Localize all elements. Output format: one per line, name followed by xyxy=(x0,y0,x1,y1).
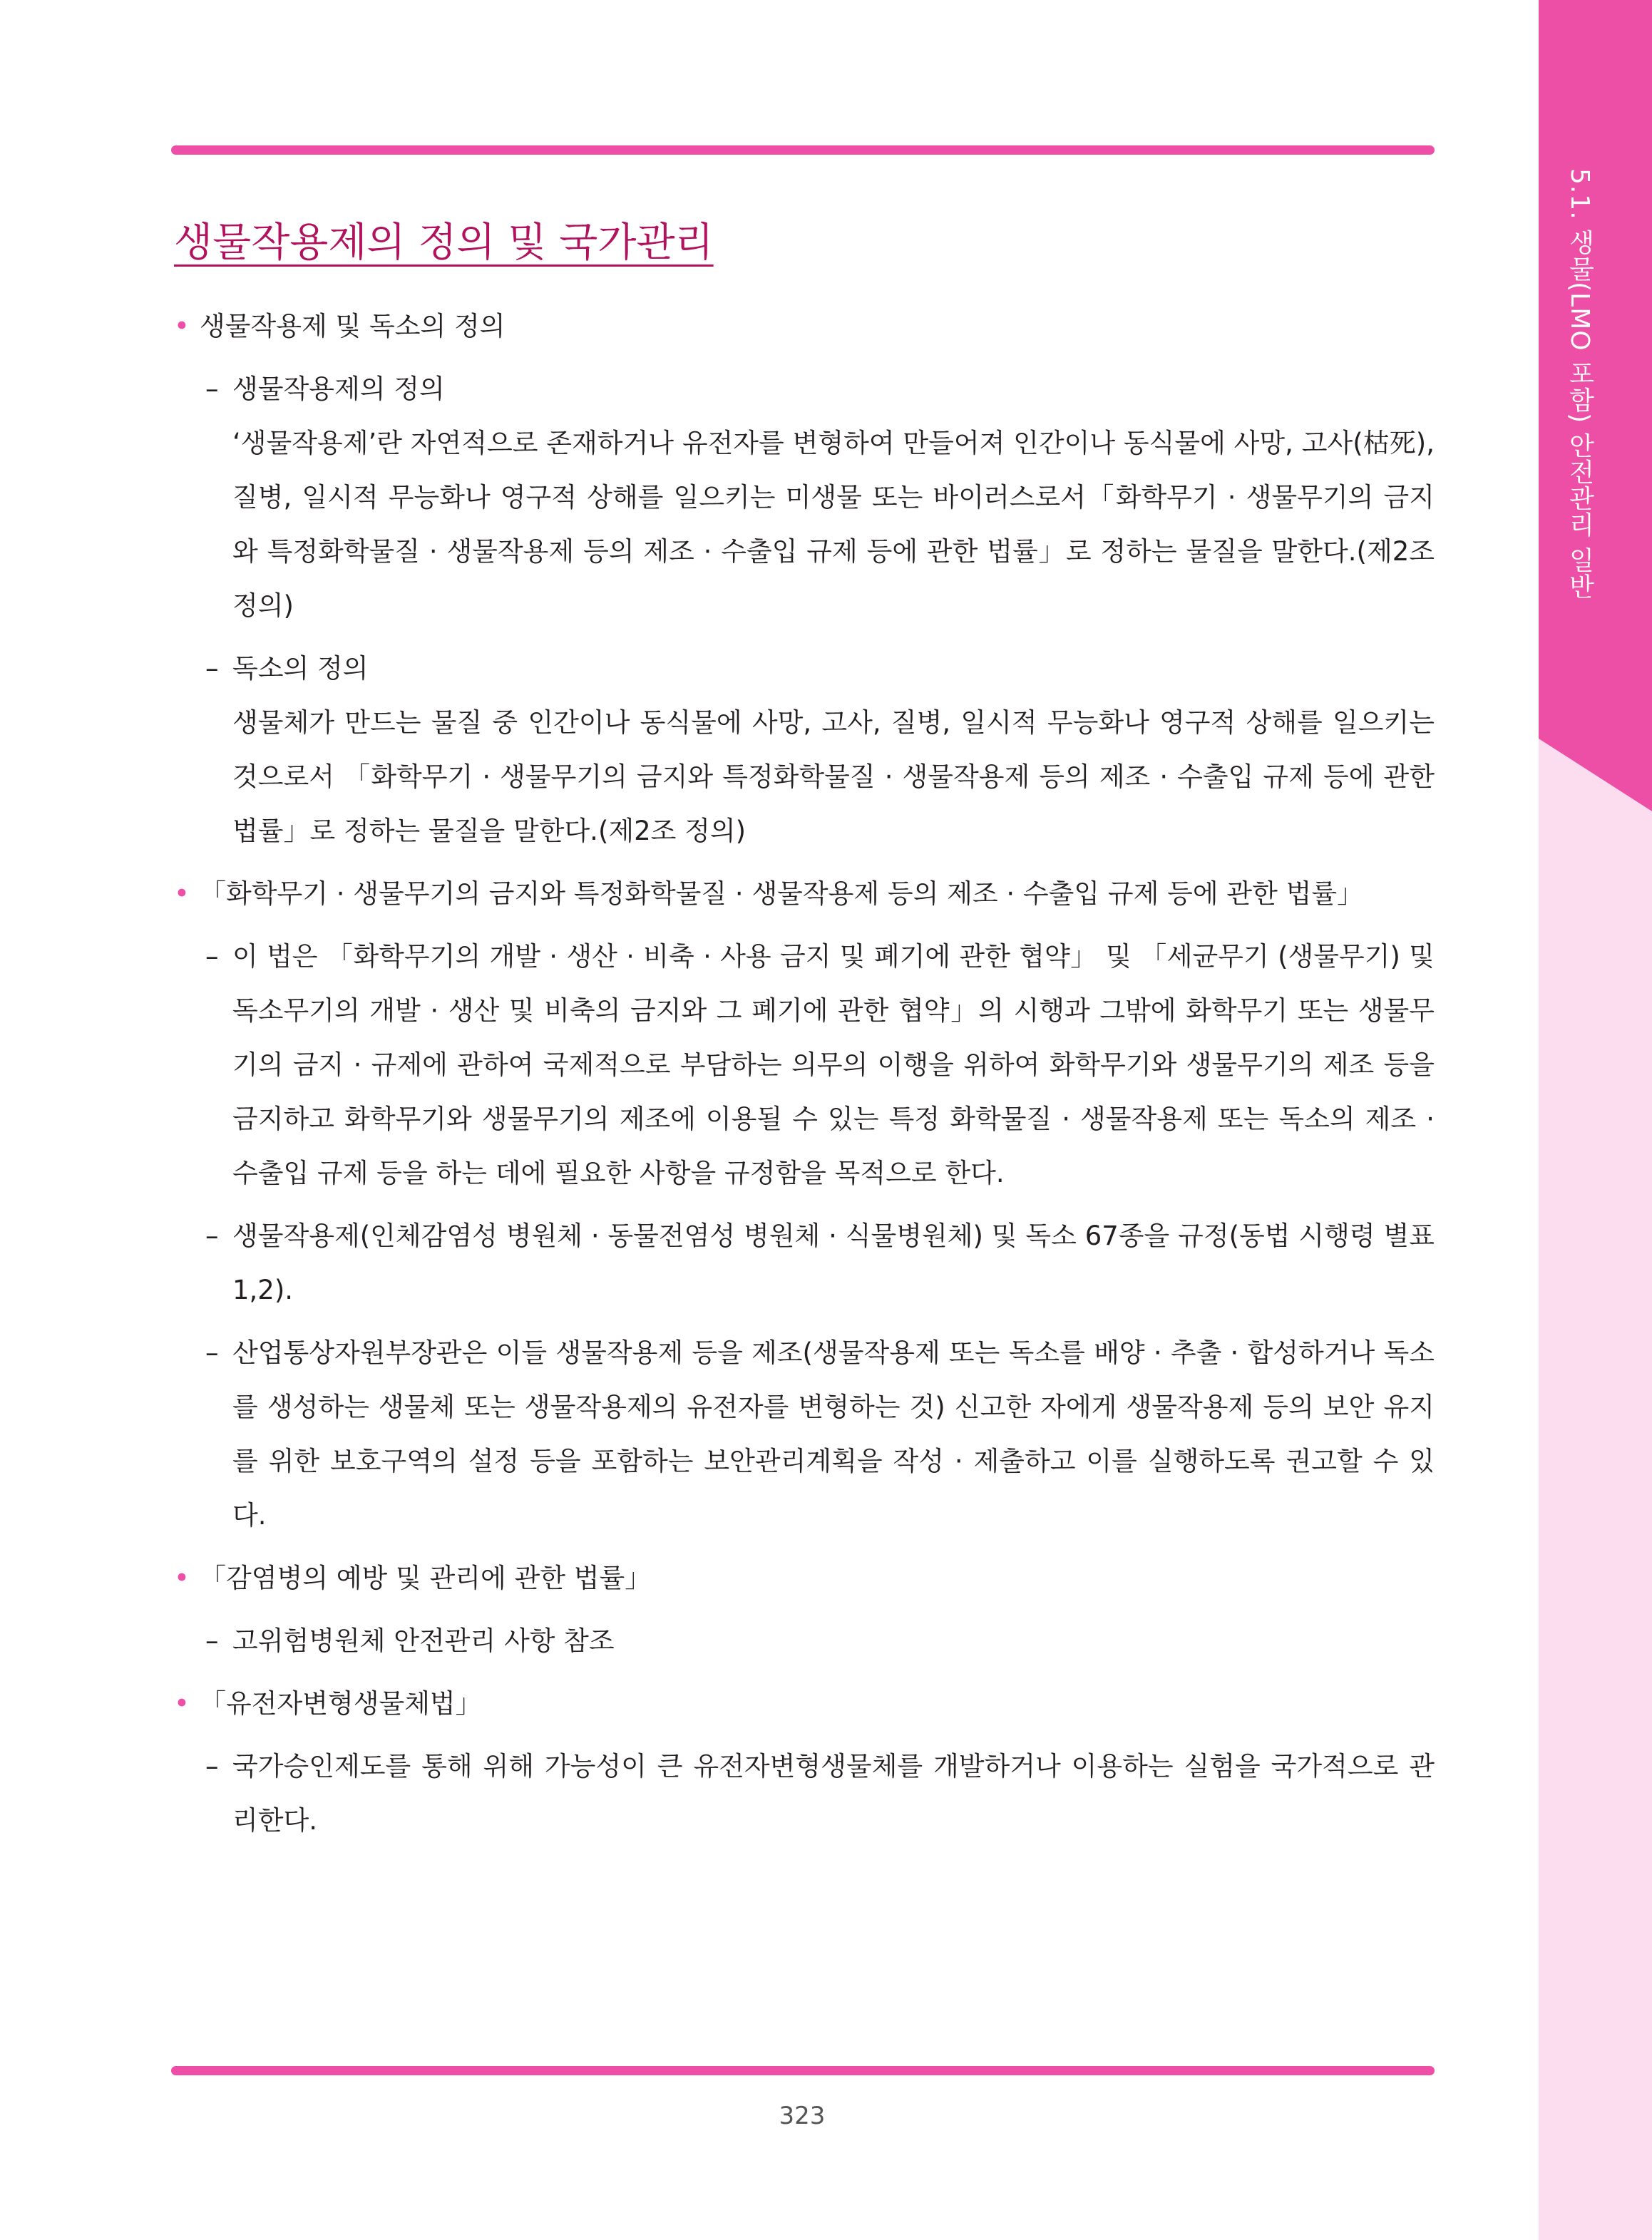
bottom-divider xyxy=(171,2066,1435,2075)
page-number: 323 xyxy=(779,2102,826,2130)
dash-text: 고위험병원체 안전관리 사항 참조 xyxy=(232,1625,615,1656)
dash-item xyxy=(165,1326,1435,1543)
bullet-heading: 「유전자변형생물체법」 xyxy=(200,1688,482,1719)
dash-item xyxy=(165,930,1435,1201)
bullet-item xyxy=(165,1677,1435,1731)
dash-item xyxy=(165,642,1435,696)
dash-text: 이 법은 「화학무기의 개발 · 생산 · 비축 · 사용 금지 및 폐기에 관한 협약」 및 「세균무기 (생물무기) 및 독소무기의 개발 · 생산 및 비축의 금지와 그 폐기에 관한 협약」의 시행과 그밖에 화학무기 또는 생물무기의 금지 · 규제에 관하여 국제적으로 부담하는 의무의 이행을 위하여 화학무기와 생물무기의 제조 등을 금지하고 화학무기와 생물무기의 제조에 이용될 수 있는 특정 화학물질 · 생물작용제 또는 독소의 제조 · 수출입 규제 등을 하는 데에 필요한 사항을 규정함을 목적으로 한다. xyxy=(232,941,1435,1188)
bullet-heading: 「감염병의 예방 및 관리에 관한 법률」 xyxy=(200,1563,652,1593)
dash-item xyxy=(165,1740,1435,1848)
bullet-item xyxy=(165,299,1435,354)
dash-heading: 독소의 정의 xyxy=(232,653,369,684)
dash-text: 생물작용제(인체감염성 병원체 · 동물전염성 병원체 · 식물병원체) 및 독소 67종을 규정(동법 시행령 별표 1,2). xyxy=(232,1221,1435,1305)
bullet-heading: 생물작용제 및 독소의 정의 xyxy=(200,311,506,341)
dash-item xyxy=(165,1614,1435,1668)
definition-paragraph: ‘생물작용제’란 자연적으로 존재하거나 유전자를 변형하여 만들어져 인간이나 동식물에 사망, 고사(枯死), 질병, 일시적 무능화나 영구적 상해를 일으키는 미생물 또는 바이러스로서「화학무기 · 생물무기의 금지와 특정화학물질 · 생물작용제 등의 제조 · 수출입 규제 등에 관한 법률」로 정하는 물질을 말한다.(제2조 정의) xyxy=(232,428,1435,621)
dash-icon: – xyxy=(205,374,219,404)
dash-icon: – xyxy=(205,1221,219,1251)
bullet-item xyxy=(165,867,1435,921)
dash-icon: – xyxy=(205,941,219,972)
dash-text: 산업통상자원부장관은 이들 생물작용제 등을 제조(생물작용제 또는 독소를 배양 · 추출 · 합성하거나 독소를 생성하는 생물체 또는 생물작용제의 유전자를 변형하는 것) 신고한 자에게 생물작용제 등의 보안 유지를 위한 보호구역의 설정 등을 포함하는 보안관리계획을 작성 · 제출하고 이를 실행하도록 권고할 수 있다. xyxy=(232,1337,1435,1531)
bullet-icon: • xyxy=(174,311,190,341)
dash-icon: – xyxy=(205,1625,219,1656)
bullet-item xyxy=(165,1551,1435,1605)
bullet-icon: • xyxy=(174,1563,190,1593)
dash-item xyxy=(165,1209,1435,1317)
dash-icon: – xyxy=(205,653,219,684)
dash-item xyxy=(165,362,1435,416)
main-content xyxy=(165,291,1435,1848)
dash-icon: – xyxy=(205,1751,219,1782)
bullet-heading: 「화학무기 · 생물무기의 금지와 특정화학물질 · 생물작용제 등의 제조 · 수출입 규제 등에 관한 법률」 xyxy=(200,878,1364,909)
page-title: 생물작용제의 정의 및 국가관리 xyxy=(174,220,714,266)
definition-paragraph: 생물체가 만드는 물질 중 인간이나 동식물에 사망, 고사, 질병, 일시적 무능화나 영구적 상해를 일으키는 것으로서 「화학무기 · 생물무기의 금지와 특정화학물질 · 생물작용제 등의 제조 · 수출입 규제 등에 관한 법률」로 정하는 물질을 말한다.(제2조 정의) xyxy=(232,707,1435,846)
side-chapter-label: 5.1. 생물(LMO 포함) 안전관리 일반 xyxy=(1565,168,1594,600)
top-divider xyxy=(171,145,1435,155)
dash-icon: – xyxy=(205,1337,219,1368)
bullet-icon: • xyxy=(174,1688,190,1719)
bullet-icon: • xyxy=(174,878,190,909)
dash-text: 국가승인제도를 통해 위해 가능성이 큰 유전자변형생물체를 개발하거나 이용하는 실험을 국가적으로 관리한다. xyxy=(232,1751,1435,1836)
dash-heading: 생물작용제의 정의 xyxy=(232,374,445,404)
